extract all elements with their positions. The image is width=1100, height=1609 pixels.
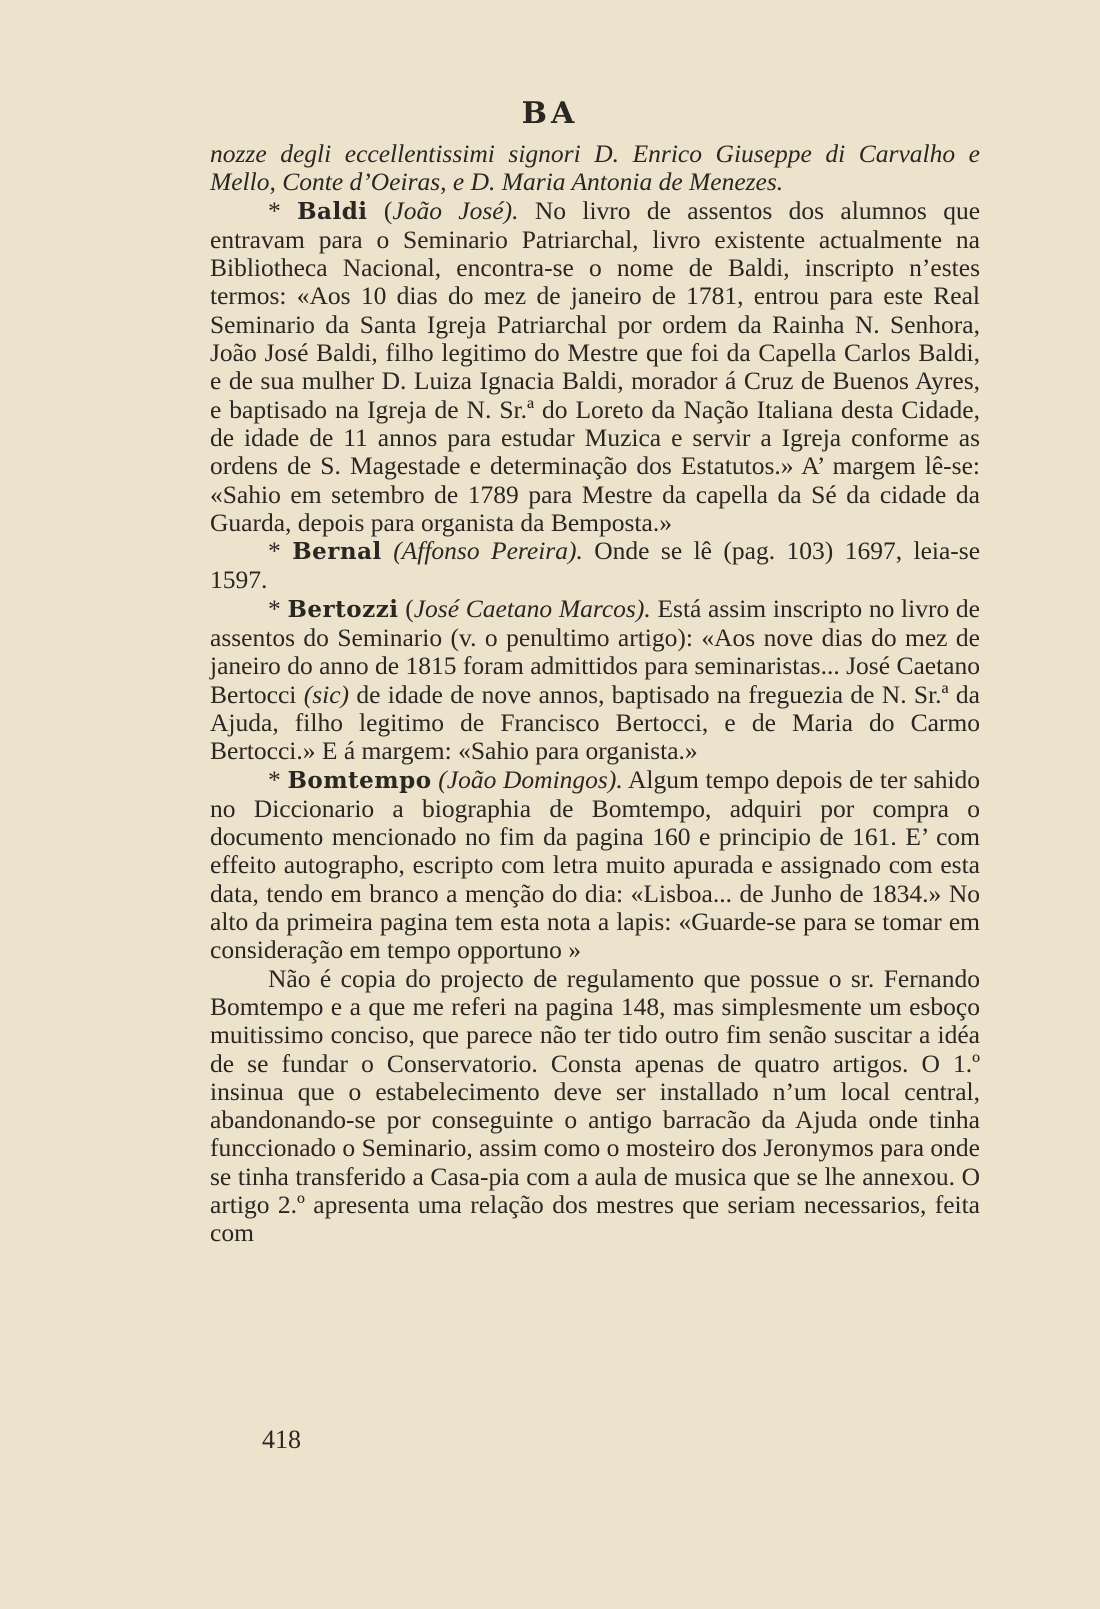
italic-text: nozze degli eccellentissimi signori D. Enrico Giuseppe di Carvalho e Mello, Conte d’Oeiras, e D. Maria Antonia de Menezes. xyxy=(210,139,980,197)
italic-text: (Affonso Pereira). xyxy=(393,536,583,566)
text-run: No livro de assentos dos alumnos que entravam para o Seminario Patriarchal, livro existente actualmente na Bibliotheca Nacional, encontra-se o nome de Baldi, inscripto n’estes termos: «Aos 10 dias do mez de janeiro de 1781, entrou para este Real Seminario da Santa Igreja Patriarchal por ordem da Rainha N. Senhora, João José Baldi, filho legitimo do Mestre que foi da Capella Carlos Baldi, e de sua mulher D. Luiza Ignacia Baldi, morador á Cruz de Buenos Ayres, e baptisado na Igreja de N. Sr.ª do Loreto da Nação Italiana desta Cidade, de idade de 11 annos para estudar Muzica e servir a Igreja conforme as ordens de S. Magestade e determinação dos Estatutos.» A’ margem lê-se: «Sahio em setembro de 1789 para Mestre da capella da Sé da cidade da Guarda, depois para organista da Bemposta.» xyxy=(210,195,981,537)
entry-headword: Bomtempo xyxy=(287,766,432,794)
paragraph-bomtempo xyxy=(210,766,980,965)
entry-headword: Baldi xyxy=(297,197,368,225)
text-run xyxy=(382,536,393,565)
paragraph-bernal xyxy=(210,537,980,595)
text-run: Está assim inscripto no livro de assentos do Seminario (v. o penultimo artigo): «Aos nove dias do mez de janeiro do anno de 1815 foram admittidos para seminaristas... José Caetano Bertocci xyxy=(210,593,980,709)
italic-text: (sic) xyxy=(303,679,350,709)
paragraph-opening xyxy=(210,140,980,197)
running-header: BA xyxy=(521,96,579,131)
body-text xyxy=(210,140,980,1248)
text-run: * xyxy=(268,764,288,794)
text-run: * xyxy=(268,593,288,623)
italic-text: (João Domingos). xyxy=(438,764,623,794)
page-number: 418 xyxy=(262,1425,301,1454)
italic-text: João José). xyxy=(392,195,519,225)
paragraph-baldi xyxy=(210,197,980,538)
text-run: Algum tempo depois de ter sahido no Diccionario a biographia de Bomtempo, adquiri por compra o documento mencionado no fim da pagina 160 e principio de 161. E’ com effeito autographo, escripto com letra muito apurada e assignado com esta data, tendo em branco a menção do dia: «Lisboa... de Junho de 1834.» No alto da primeira pagina tem esta nota a lapis: «Guarde-se para se tomar em consideração em tempo opportuno » xyxy=(210,764,981,965)
text-run: ( xyxy=(398,593,414,623)
paragraph-bertozzi xyxy=(210,595,980,766)
text-run: ( xyxy=(367,195,393,225)
entry-headword: Bernal xyxy=(292,538,382,566)
entry-headword: Bertozzi xyxy=(287,595,399,623)
paragraph-nao-e-copia xyxy=(210,965,980,1248)
text-run: * xyxy=(268,536,293,566)
text-run: de idade de nove annos, baptisado na freguezia de N. Sr.ª da Ajuda, filho legitimo de Francisco Bertocci, e de Maria do Carmo Bertocci.» E á margem: «Sahio para organista.» xyxy=(210,679,980,766)
text-run: Não é copia do projecto de regulamento que possue o sr. Fernando Bomtempo e a que me referi na pagina 148, mas simplesmente um esboço muitissimo conciso, que parece não ter tido outro fim senão suscitar a idéa de se fundar o Conservatorio. Consta apenas de quatro artigos. O 1.º insinua que o estabelecimento deve ser installado n’um local central, abandonando-se por conseguinte o antigo barracão da Ajuda onde tinha funccionado o Seminario, assim como o mosteiro dos Jeronymos para onde se tinha transferido a Casa-pia com a aula de musica que se lhe annexou. O artigo 2.º apresenta uma relação dos mestres que seriam necessarios, feita com xyxy=(210,963,980,1248)
italic-text: José Caetano Marcos). xyxy=(413,593,651,623)
text-run: Onde se lê (pag. 103) 1697, leia-se 1597. xyxy=(210,536,981,595)
text-run: * xyxy=(268,195,298,225)
